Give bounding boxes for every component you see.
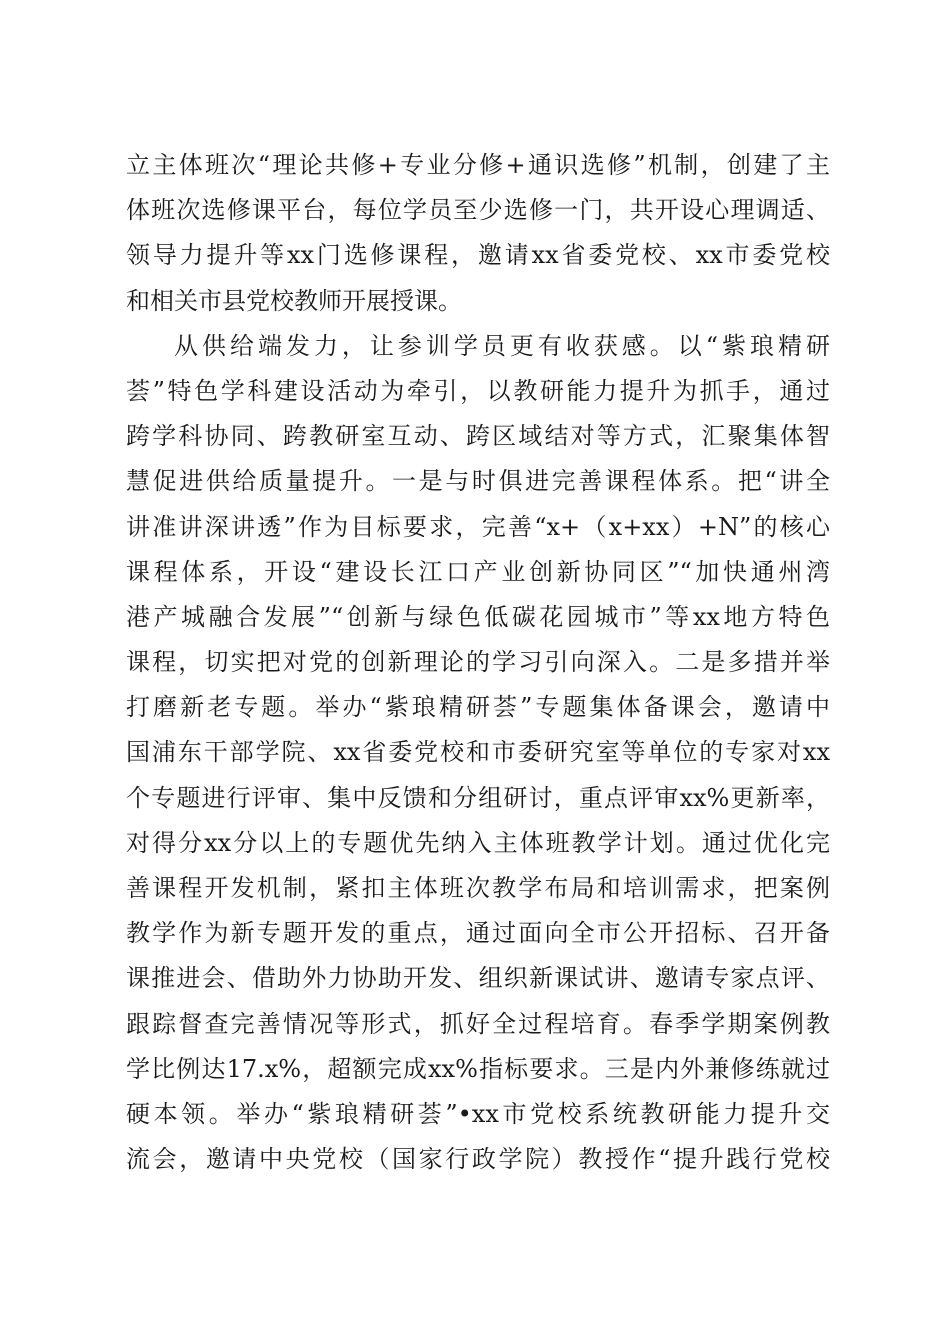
text-line: 和相关市县党校教师开展授课。	[126, 286, 462, 315]
text-line: 从供给端发力，让参训学员更有收获感。以“紫琅精研	[174, 331, 830, 360]
paragraph-1	[126, 143, 830, 324]
paragraph-2	[126, 324, 830, 1183]
text-line: 对得分xx分以上的专题优先纳入主体班教学计划。通过优化完	[126, 828, 830, 857]
text-line: 荟”特色学科建设活动为牵引，以教研能力提升为抓手，通过	[126, 376, 830, 405]
text-line: 善课程开发机制，紧扣主体班次教学布局和培训需求，把案例	[126, 874, 830, 902]
text-line: 体班次选修课平台，每位学员至少选修一门，共开设心理调适、	[126, 196, 830, 225]
text-line: 国浦东干部学院、xx省委党校和市委研究室等单位的专家对xx	[126, 738, 830, 767]
text-line: 领导力提升等xx门选修课程，邀请xx省委党校、xx市委党校	[126, 241, 830, 270]
text-line: 港产城融合发展”“创新与绿色低碳花园城市”等xx地方特色	[126, 602, 830, 631]
text-line: 个专题进行评审、集中反馈和分组研讨，重点评审xx%更新率，	[126, 783, 830, 812]
text-line: 跨学科协同、跨教研室互动、跨区域结对等方式，汇聚集体智	[126, 422, 830, 451]
text-line: 流会，邀请中央党校（国家行政学院）教授作“提升践行党校	[126, 1145, 830, 1174]
text-line: 课推进会、借助外力协助开发、组织新课试讲、邀请专家点评、	[126, 964, 830, 993]
text-line: 学比例达17.x%，超额完成xx%指标要求。三是内外兼修练就过	[126, 1054, 830, 1083]
text-line: 立主体班次“理论共修+专业分修+通识选修”机制，创建了主	[126, 151, 830, 179]
text-line: 课程，切实把对党的创新理论的学习引向深入。二是多措并举	[126, 648, 830, 677]
text-line: 硬本领。举办“紫琅精研荟”•xx市党校系统教研能力提升交	[126, 1099, 830, 1128]
text-line: 打磨新老专题。举办“紫琅精研荟”专题集体备课会，邀请中	[126, 693, 830, 722]
text-line: 跟踪督查完善情况等形式，抓好全过程培育。春季学期案例教	[126, 1009, 830, 1038]
text-line: 讲准讲深讲透”作为目标要求，完善“x+（x+xx）+N”的核心	[126, 512, 830, 541]
text-line: 课程体系，开设“建设长江口产业创新协同区”“加快通州湾	[126, 557, 830, 586]
document-body	[126, 143, 830, 1182]
text-line: 慧促进供给质量提升。一是与时俱进完善课程体系。把“讲全	[126, 467, 830, 496]
text-line: 教学作为新专题开发的重点，通过面向全市公开招标、召开备	[126, 919, 830, 948]
